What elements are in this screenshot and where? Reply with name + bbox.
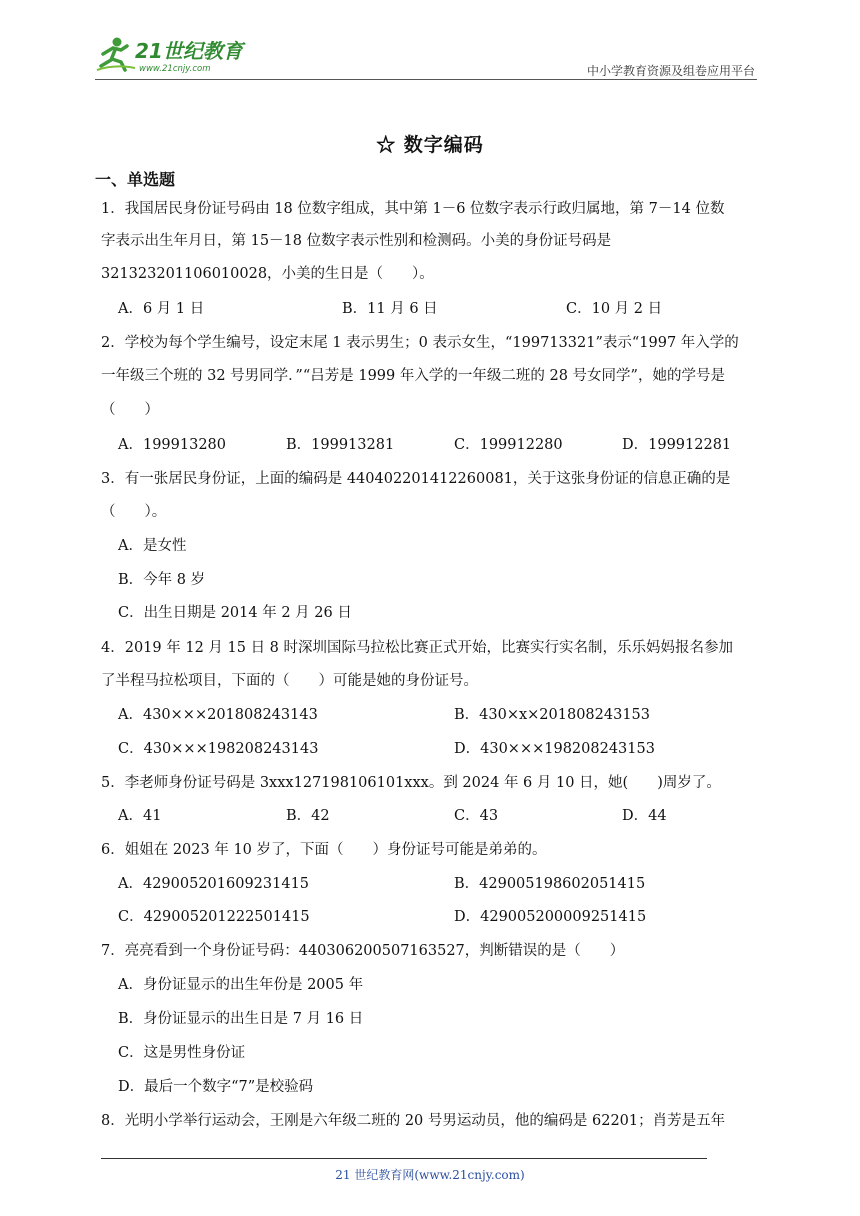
q2-line-2: 一年级三个班的 32 号男同学．”“吕芳是 1999 年入学的一年级二班的 28 号女同学”，她的学号是 xyxy=(101,368,725,384)
q1-line-2: 字表示出生年月日，第 15－18 位数字表示性别和检测码。小美的身份证号码是 xyxy=(101,233,612,249)
footer-link[interactable]: 21 世纪教育网(www.21cnjy.com) xyxy=(335,1168,525,1182)
q3-line-1: 3．有一张居民身份证，上面的编码是 440402201412260081，关于这张身份证的信息正确的是 xyxy=(101,471,731,487)
platform-name: 中小学教育资源及组卷应用平台 xyxy=(586,64,755,78)
q2-line-3: （ ） xyxy=(101,402,159,418)
q4-option-b[interactable]: B．430×x×201808243153 xyxy=(454,707,651,723)
q2-option-c[interactable]: C．199912280 xyxy=(454,437,563,453)
q2-line-1: 2．学校为每个学生编号，设定末尾 1 表示男生；0 表示女生，“199713321”表示“1997 年入学的 xyxy=(101,335,739,351)
q6-option-c[interactable]: C．429005201222501415 xyxy=(118,909,310,925)
logo-21cnjy xyxy=(95,34,265,74)
q5-option-a[interactable]: A．41 xyxy=(118,808,162,824)
q6-line-1: 6．姐姐在 2023 年 10 岁了，下面（ ）身份证号可能是弟弟的。 xyxy=(101,842,547,858)
q7-option-a[interactable]: A．身份证显示的出生年份是 2005 年 xyxy=(118,977,364,993)
q1-option-a[interactable]: A．6 月 1 日 xyxy=(118,301,205,317)
q8-line-1: 8．光明小学举行运动会，王刚是六年级二班的 20 号男运动员，他的编码是 62201；肖芳是五年 xyxy=(101,1113,726,1129)
svg-text:21世纪教育: 21世纪教育 xyxy=(135,39,243,63)
q4-line-2: 了半程马拉松项目，下面的（ ）可能是她的身份证号。 xyxy=(101,673,478,689)
q4-line-1: 4．2019 年 12 月 15 日 8 时深圳国际马拉松比赛正式开始，比赛实行实名制，乐乐妈妈报名参加 xyxy=(101,640,734,656)
page-title: ☆ 数字编码 xyxy=(376,134,484,156)
q4-option-a[interactable]: A．430×××201808243143 xyxy=(118,707,318,723)
q6-option-a[interactable]: A．429005201609231415 xyxy=(118,876,310,892)
q4-option-c[interactable]: C．430×××198208243143 xyxy=(118,741,319,757)
q3-option-a[interactable]: A．是女性 xyxy=(118,538,187,554)
q5-line-1: 5．李老师身份证号码是 3xxx127198106101xxx。到 2024 年 6 月 10 日，她( )周岁了。 xyxy=(101,775,721,791)
q6-option-d[interactable]: D．429005200009251415 xyxy=(454,909,647,925)
q3-line-2: （ ）。 xyxy=(101,504,167,520)
page-header xyxy=(95,30,765,78)
q2-option-b[interactable]: B．199913281 xyxy=(286,437,395,453)
q1-line-1: 1．我国居民身份证号码由 18 位数字组成，其中第 1－6 位数字表示行政归属地，第 7－14 位数 xyxy=(101,201,725,217)
q2-option-d[interactable]: D．199912281 xyxy=(622,437,732,453)
q7-option-d[interactable]: D．最后一个数字“7”是校验码 xyxy=(118,1079,314,1095)
svg-text:www.21cnjy.com: www.21cnjy.com xyxy=(139,64,211,74)
q6-option-b[interactable]: B．429005198602051415 xyxy=(454,876,646,892)
footer-divider xyxy=(101,1158,707,1159)
q1-line-3: 321323201106010028，小美的生日是（ ）。 xyxy=(101,266,434,282)
q5-option-b[interactable]: B．42 xyxy=(286,808,330,824)
q5-option-c[interactable]: C．43 xyxy=(454,808,499,824)
q1-option-b[interactable]: B．11 月 6 日 xyxy=(342,301,438,317)
q1-option-c[interactable]: C．10 月 2 日 xyxy=(566,301,663,317)
q3-option-c[interactable]: C．出生日期是 2014 年 2 月 26 日 xyxy=(118,605,352,621)
q2-option-a[interactable]: A．199913280 xyxy=(118,437,226,453)
q3-option-b[interactable]: B．今年 8 岁 xyxy=(118,572,206,588)
q7-line-1: 7．亮亮看到一个身份证号码：440306200507163527，判断错误的是（ ） xyxy=(101,943,625,959)
q5-option-d[interactable]: D．44 xyxy=(622,808,667,824)
header-divider xyxy=(95,79,757,80)
q4-option-d[interactable]: D．430×××198208243153 xyxy=(454,741,655,757)
q7-option-c[interactable]: C．这是男性身份证 xyxy=(118,1045,246,1061)
q7-option-b[interactable]: B．身份证显示的出生日是 7 月 16 日 xyxy=(118,1011,364,1027)
section-heading: 一、单选题 xyxy=(95,170,176,189)
